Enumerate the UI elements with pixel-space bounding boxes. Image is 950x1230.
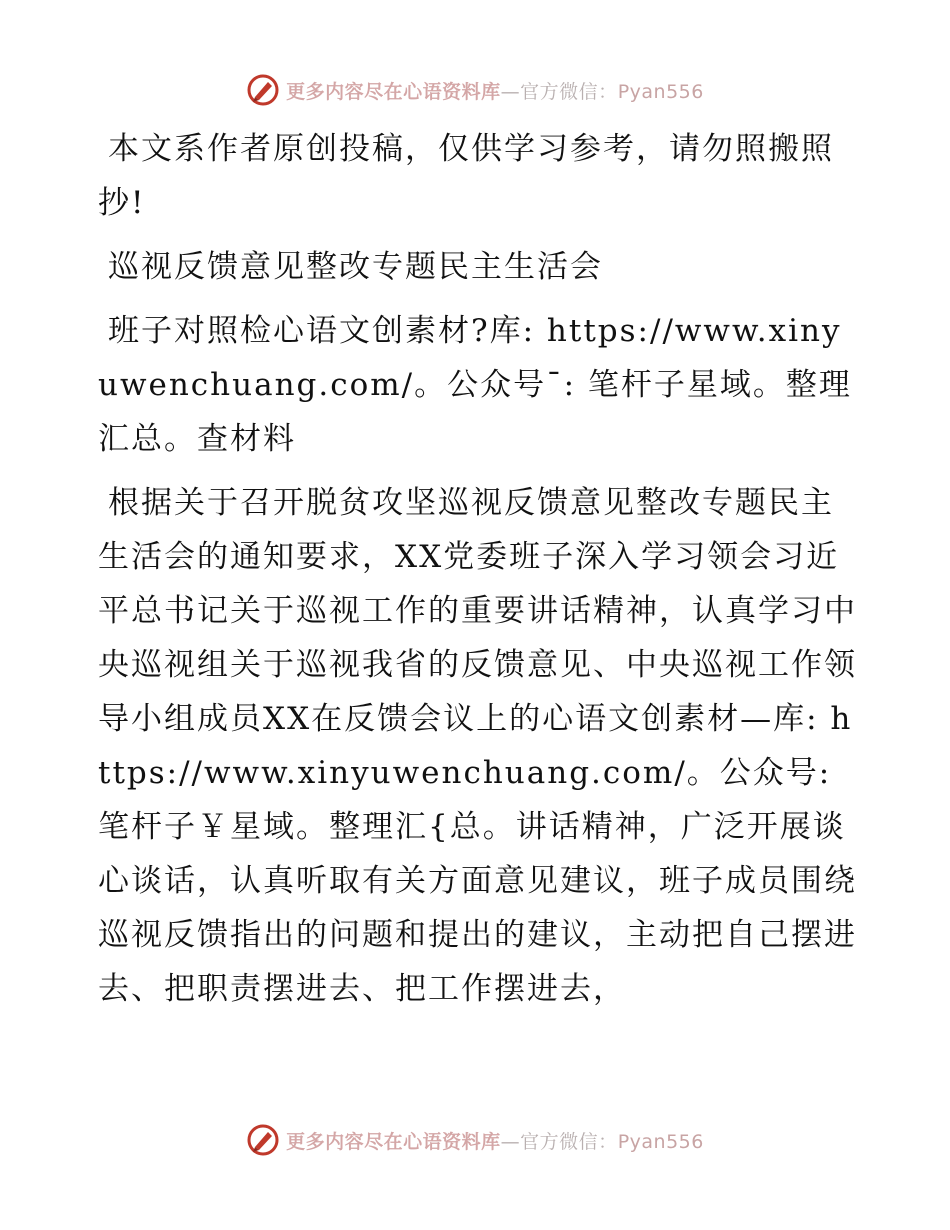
paragraph-body: 根据关于召开脱贫攻坚巡视反馈意见整改专题民主生活会的通知要求，XX党委班子深入学习领会习近平总书记关于巡视工作的重要讲话精神，认真学习中央巡视组关于巡视我省的反馈意见、中央巡视工作领导小组成员XX在反馈会议上的心语文创素材—库: https://www.xinyuwenchuang.com/。公众号: 笔杆子￥星域。整理汇{总。讲话精神，广泛开展谈心谈话，认真听取有关方面意见建议，班子成员围绕巡视反馈指出的问题和提出的建议，主动把自己摆进去、把职责摆进去、把工作摆进去， [98,485,857,1007]
footer-site-text: 更多内容尽在心语资料库 [286,1130,501,1153]
paragraph-subtitle: 班子对照检心语文创素材?库: https://www.xinyuwenchuang.com/。公众号¯: 笔杆子星域。整理汇总。查材料 [98,313,852,457]
header-dash: — [500,80,521,103]
header-official-text: 官方微信： [520,80,618,103]
header-watermark-text [286,77,704,104]
footer-watermark-inner [246,1123,704,1157]
header-account-text: Pyan556 [617,80,704,103]
pen-logo-icon [246,73,280,107]
header-watermark [0,70,950,110]
footer-account-text: Pyan556 [617,1130,704,1153]
paragraph-disclaimer: 本文系作者原创投稿，仅供学习参考，请勿照搬照抄! [98,131,834,221]
document-body [98,122,858,1026]
header-watermark-inner [246,73,704,107]
pen-logo-icon [246,1123,280,1157]
header-site-text: 更多内容尽在心语资料库 [286,80,501,103]
footer-dash: — [500,1130,521,1153]
footer-watermark [0,1120,950,1160]
footer-watermark-text [286,1127,704,1154]
footer-official-text: 官方微信： [520,1130,618,1153]
paragraph-title: 巡视反馈意见整改专题民主生活会 [108,249,603,285]
